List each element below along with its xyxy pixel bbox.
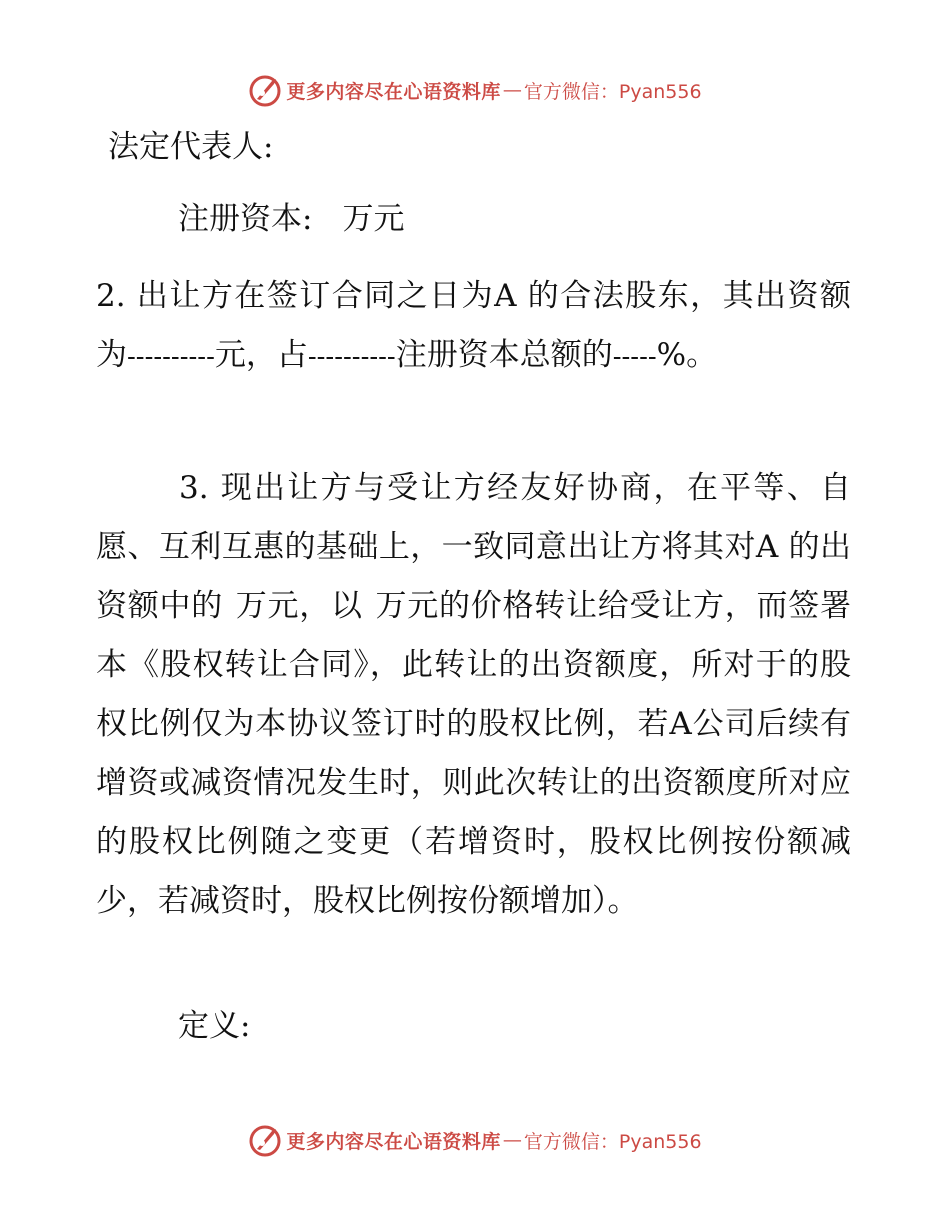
quill-logo-icon [248, 1123, 282, 1157]
banner-wechat: 官方微信：Pyan556 [523, 1130, 702, 1153]
legal-rep-label: 法定代表人: [108, 129, 274, 165]
blank-field: ---------- [307, 342, 396, 372]
reg-capital-label: 注册资本: [178, 201, 313, 237]
paragraph-3: 3. 现出让方与受让方经友好协商，在平等、自愿、互利互惠的基础上，一致同意出让方将其对A 的出资额中的 万元，以 万元的价格转让给受让方，而签署本《股权转让合同》，此转让的出资额度，所对于的股权比例仅为本协议签订时的股权比例，若A公司后续有增资或减资情况发生时，则此次转让的出资额度所对应的股权比例随之变更（若增资时，股权比例按份额减少，若减资时，股权比例按份额增加）。 [96, 470, 851, 919]
footer-banner [0, 1120, 950, 1160]
blank-field: ----- [612, 342, 657, 372]
banner-separator: — [502, 1129, 522, 1151]
definition-label: 定义: [178, 1008, 251, 1044]
banner-separator: — [502, 79, 522, 101]
banner-text: 更多内容尽在心语资料库 [286, 80, 501, 103]
header-banner [0, 70, 950, 110]
quill-logo-icon [248, 73, 282, 107]
blank-field: ---------- [127, 342, 215, 372]
banner-wechat: 官方微信：Pyan556 [523, 80, 702, 103]
banner-text: 更多内容尽在心语资料库 [286, 1130, 501, 1153]
reg-capital-unit: 万元 [342, 201, 405, 237]
paragraph-2: 2. 出让方在签订合同之日为A 的合法股东，其出资额为----------元，占----------注册资本总额的-----%。 [96, 278, 851, 373]
registered-capital-line [178, 190, 933, 249]
